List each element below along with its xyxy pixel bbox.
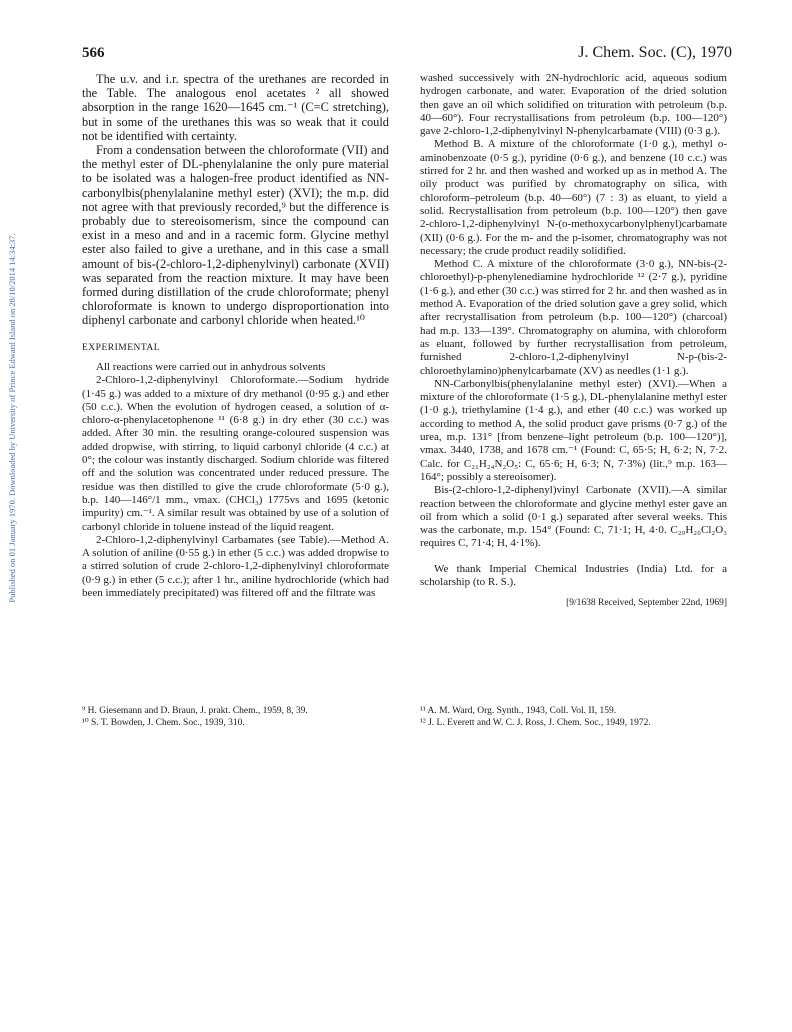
paragraph-condensation: From a condensation between the chloroformate (VII) and the methyl ester of DL-phenylalanine the only pure material to be isolated was a halogen-free product identified as NN-carbonylbis(phenylalanine methyl ester) (XVI); the m.p. did not agree with that previously recorded,⁹ but the difference is probably due to stereoisomerism, since the compound can exist in a meso and and in a racemic form. Glycine methyl ester also failed to give a urethane, and in this case a small amount of bis-(2-chloro-1,2-diphenylvinyl) carbonate (XVII) was separated from the reaction mixture. It may have been formed during distillation of the crude chloroformate; phenyl chloroformate is known to undergo disproportionation into diphenyl carbonate and carbonyl chloride when heated.¹⁰: [82, 143, 389, 328]
section-heading-experimental: EXPERIMENTAL: [82, 342, 161, 353]
footnotes-right: [420, 705, 727, 729]
paragraph-spectra: The u.v. and i.r. spectra of the urethanes are recorded in the Table. The analogous enol acetates ² all showed absorption in the range 1620—1645 cm.⁻¹ (C=C stretching), but in some of the urethanes this was so weak that it could not be identified with certainty.: [82, 72, 389, 143]
footnote: ¹² J. L. Everett and W. C. J. Ross, J. Chem. Soc., 1949, 1972.: [420, 718, 651, 728]
paragraph-chloroformate-prep: 2-Chloro-1,2-diphenylvinyl Chloroformate.—Sodium hydride (1·45 g.) was added to a mixture of dry methanol (0·95 g.) and ether (50 c.c.). When the evolution of hydrogen ceased, a solution of α-chloro-α-phenylacetophenone ¹¹ (6·8 g.) in dry ether (30 c.c.) was added. After 30 min. the resulting orange-coloured suspension was added dropwise, with stirring, to liquid carbonyl chloride (4 c.c.) at 0°; the colour was instantly discharged. Sodium chloride was filtered off and the solution was concentrated under reduced pressure. The residue was then distilled to give the crude chloroformate (5·0 g.), b.p. 140—146°/1 mm., νmax. (CHCl₃) 1775vs and 1695 (ketonic impurity) cm.⁻¹. A similar result was obtained by use of a solution of carbonyl chloride in toluene instead of the liquid reagent.: [82, 374, 389, 533]
paragraph-method-a-continued: washed successively with 2N-hydrochloric acid, aqueous sodium hydrogen carbonate, and water. Evaporation of the dried solution then gave an oil which solidified on trituration with petroleum (b.p. 40—60°). Four recrystallisations from petroleum (b.p. 100—120°) gave 2-chloro-1,2-diphenylvinyl N-phenylcarbamate (VIII) (0·3 g.).: [420, 72, 727, 138]
journal-title: J. Chem. Soc. (C), 1970: [578, 44, 732, 61]
paragraph-urea-xvi: NN-Carbonylbis(phenylalanine methyl ester) (XVI).—When a mixture of the chloroformate (1·5 g.), DL-phenylalanine methyl ester (1·0 g.), triethylamine (1·4 g.), and ether (40 c.c.) was worked up according to method A, the solid product gave prisms (0·7 g.) of the urea, m.p. 131° [from benzene–light petroleum (b.p. 100—120°)], νmax. 3440, 1738, and 1678 cm.⁻¹ (Found: C, 65·5; H, 6·2; N, 7·2. Calc. for C₂₁H₂₄N₂O₅: C, 65·6; H, 6·3; N, 7·3%) (lit.,⁹ m.p. 163—164°; possibly a stereoisomer).: [420, 377, 727, 483]
paragraph-method-c: Method C. A mixture of the chloroformate (3·0 g.), NN-bis-(2-chloroethyl)-p-phenylenediamine hydrochloride ¹² (2·7 g.), pyridine (1·6 g.), and ether (30 c.c.) was stirred for 2 hr. and then washed as in method A. Evaporation of the dried solution gave a grey solid, which after recrystallisation from petroleum (b.p. 100—120°) (charcoal) had m.p. 133—139°. Chromatography on alumina, with chloroform as eluant, followed by further recrystallisation from petroleum, furnished 2-chloro-1,2-diphenylvinyl N-p-(bis-2-chloroethylamino)phenylcarbamate (XV) as needles (1·1 g.).: [420, 258, 727, 377]
footnote: ¹⁰ S. T. Bowden, J. Chem. Soc., 1939, 310.: [82, 718, 245, 728]
footnote: ⁹ H. Giesemann and D. Braun, J. prakt. Chem., 1959, 8, 39.: [82, 706, 308, 716]
acknowledgement: We thank Imperial Chemical Industries (India) Ltd. for a scholarship (to R. S.).: [420, 562, 727, 588]
left-column: [82, 72, 389, 600]
footnote: ¹¹ A. M. Ward, Org. Synth., 1943, Coll. Vol. II, 159.: [420, 706, 617, 716]
paragraph-method-b: Method B. A mixture of the chloroformate (1·0 g.), methyl o-aminobenzoate (0·5 g.), pyridine (0·6 g.), and benzene (10 c.c.) was stirred for 2 hr. and then washed and worked up as in method A. The oily product was purified by chromatography on silica, with chloroform–petroleum (b.p. 40—60°) (7 : 3) as eluant, to yield a solid. Recrystallisation from petroleum (b.p. 100—120°) then gave 2-chloro-1,2-diphenylvinyl N-(o-methoxycarbonylphenyl)carbamate (XII) (0·6 g.). For the m- and the p-isomer, chromatography was not necessary; the crude product readily solidified.: [420, 138, 727, 257]
received-date: [9/1638 Received, September 22nd, 1969]: [566, 598, 727, 609]
footnotes-left: [82, 705, 389, 729]
paragraph-carbamates-method-a: 2-Chloro-1,2-diphenylvinyl Carbamates (see Table).—Method A. A solution of aniline (0·55 g.) in ether (5 c.c.) was added dropwise to a stirred solution of crude 2-chloro-1,2-diphenylvinyl chloroformate (0·9 g.) in ether (5 c.c.); after 1 hr., aniline hydrochloride (which had been immediately precipitated) was filtered off and the filtrate was: [82, 533, 389, 599]
download-notice-text: Published on 01 January 1970. Downloaded by University of Prince Edward Island on 28/10/2014 14:34:37.: [7, 232, 17, 603]
download-notice: [4, 150, 20, 685]
paragraph-carbonate-xvii: Bis-(2-chloro-1,2-diphenyl)vinyl Carbonate (XVII).—A similar reaction between the chloroformate and glycine methyl ester gave an oil from which a solid (0·1 g.) separated after several weeks. This was the carbonate, m.p. 154° (Found: C, 71·1; H, 4·0. C₂₉H₂₀Cl₂O₃ requires C, 71·4; H, 4·1%).: [420, 484, 727, 550]
page-number: 566: [82, 45, 105, 61]
right-column: [420, 72, 727, 611]
paragraph-anhydrous: All reactions were carried out in anhydrous solvents: [96, 360, 326, 373]
